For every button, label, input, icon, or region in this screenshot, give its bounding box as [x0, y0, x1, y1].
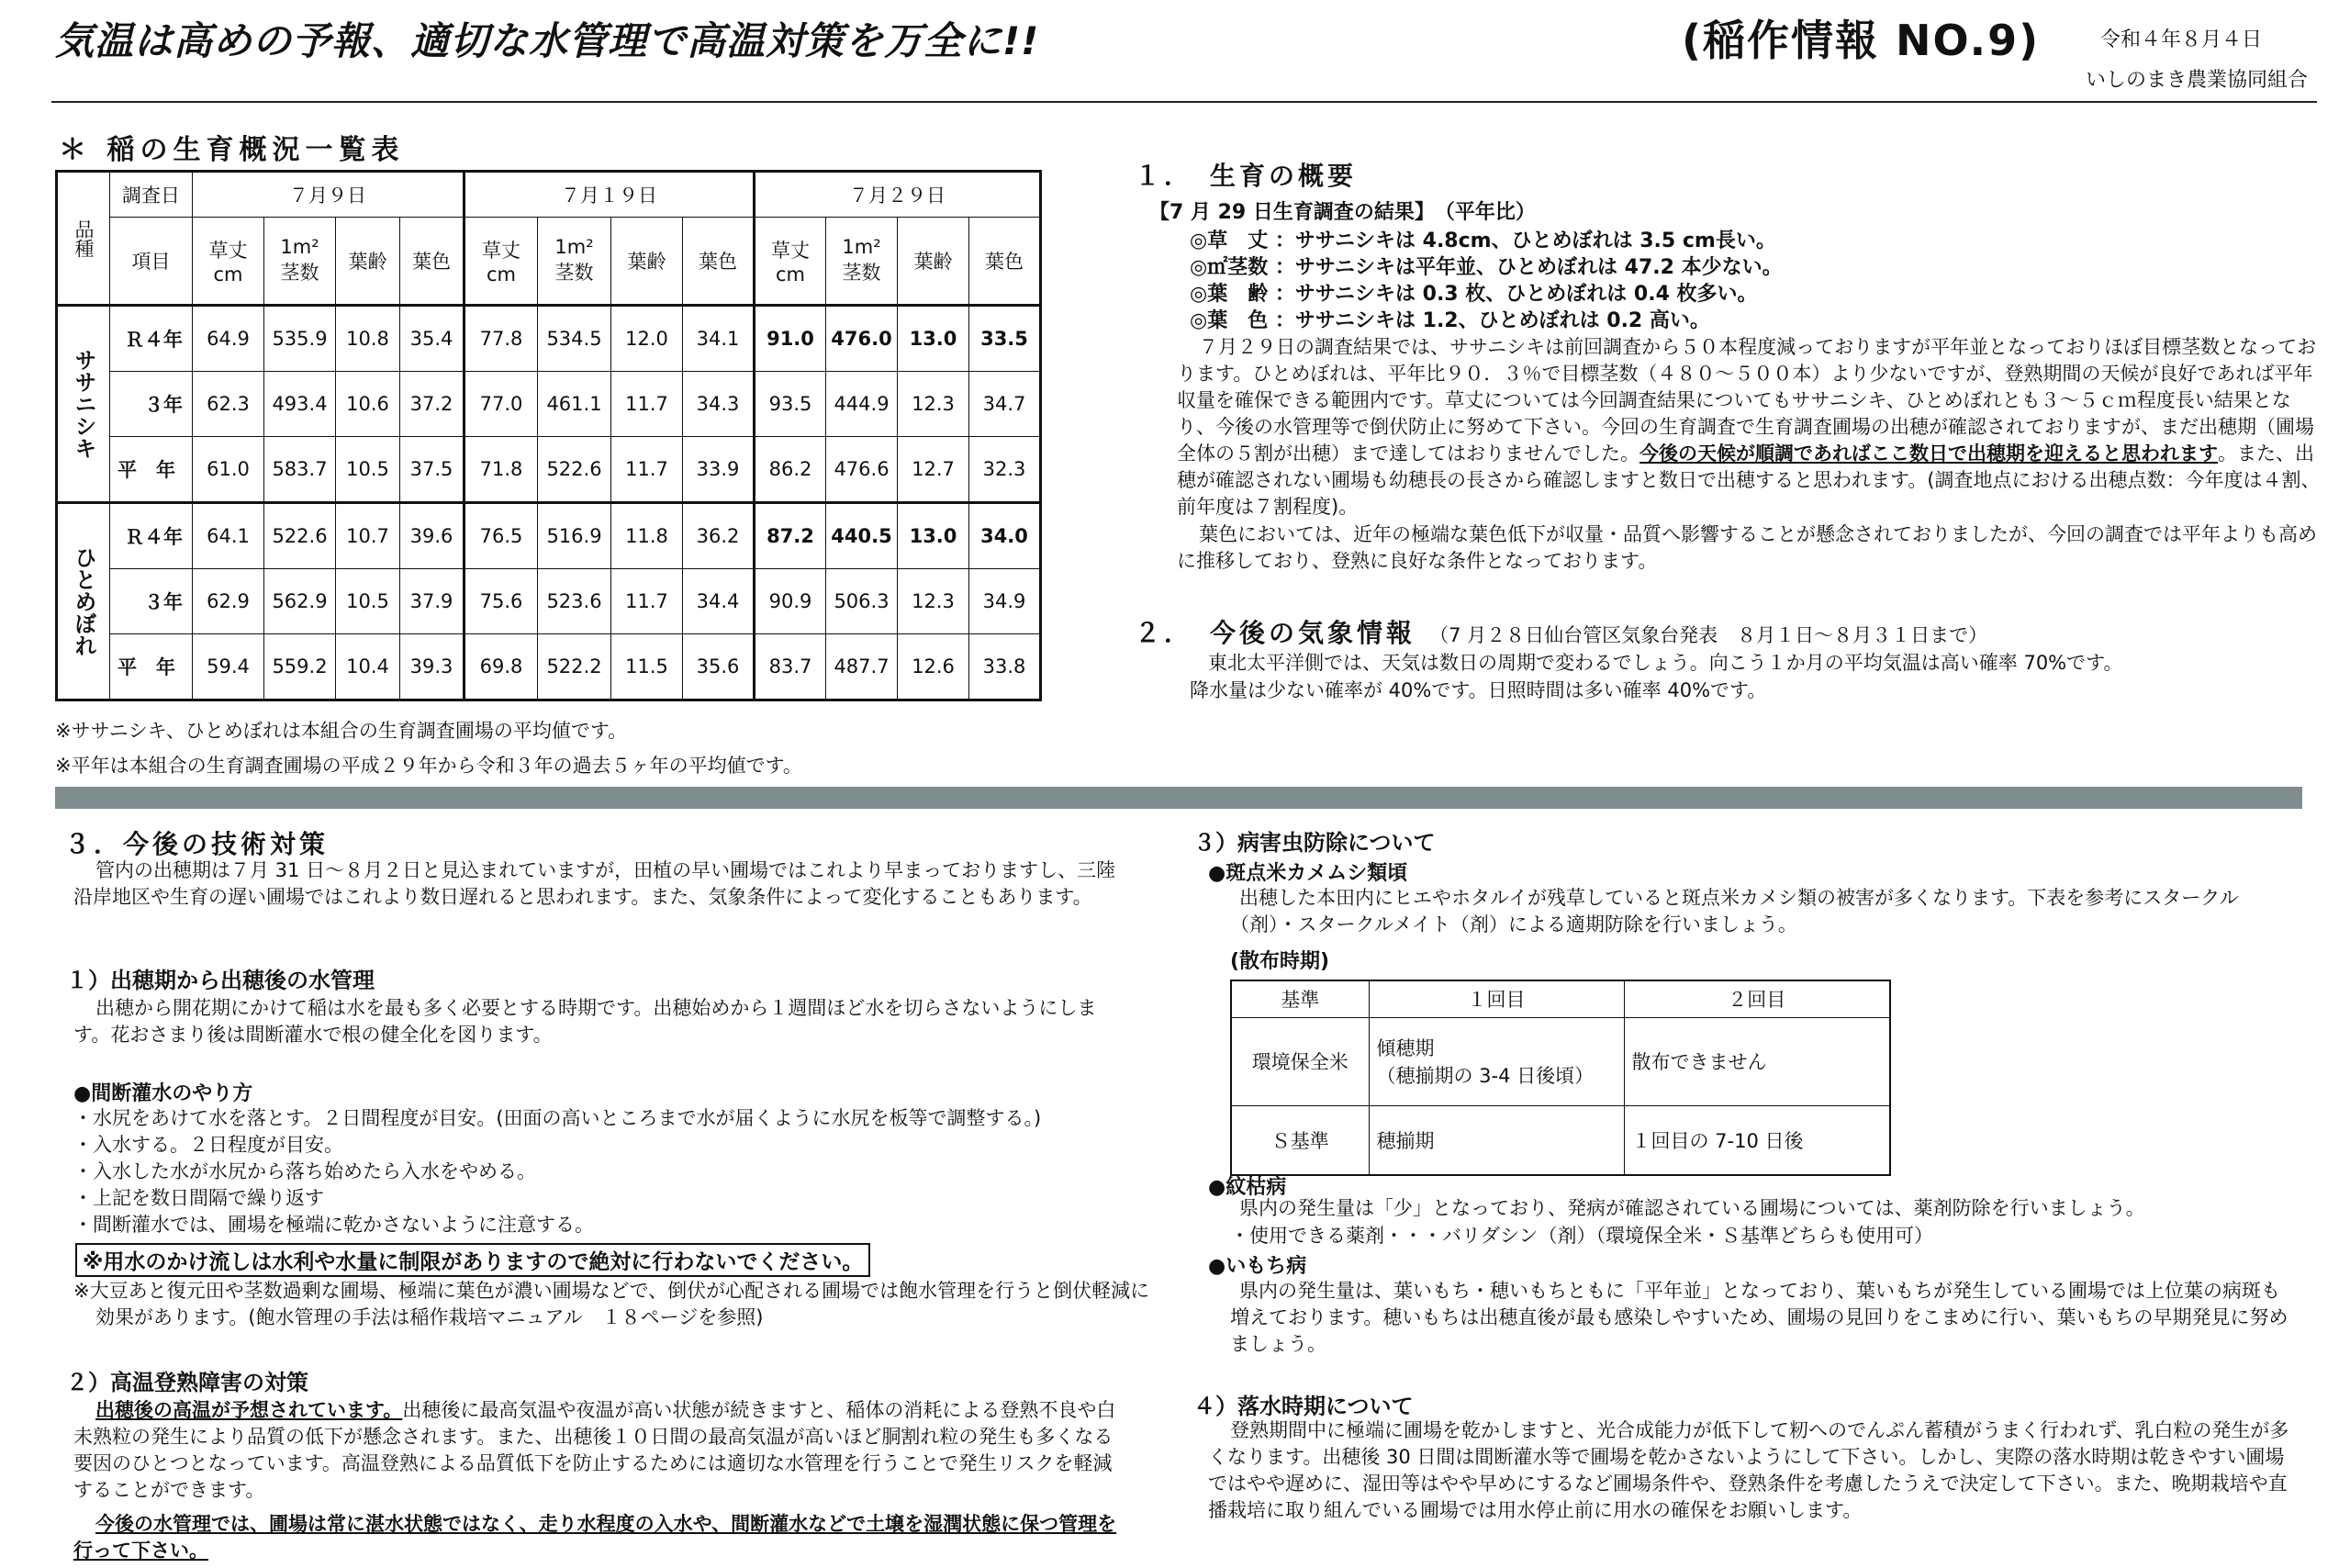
- table-cell: 34.1: [683, 306, 755, 372]
- table-cell: 35.4: [400, 306, 464, 372]
- irrigation-step: ・上記を数日間隔で繰り返す: [73, 1187, 324, 1209]
- result-item: ◎草 丈 ：ササニシキは 4.8cm、ひとめぼれは 3.5 cm長い。: [1190, 230, 1776, 252]
- table-cell: 522.6: [264, 503, 336, 569]
- table-cell: 440.5: [826, 503, 898, 569]
- table-cell: 12.6: [898, 634, 969, 700]
- leafage-col-1: 葉齢: [336, 218, 400, 306]
- table-cell: 583.7: [264, 437, 336, 503]
- table-row: [57, 569, 1041, 634]
- header-divider: [51, 101, 2317, 103]
- survey-date-header: 調査日: [110, 172, 193, 218]
- table-cell: 61.0: [193, 437, 264, 503]
- sheath-blight-paragraph: 県内の発生量は「少」となっており、発病が確認されている圃場については、薬剤防除を行いましょう。: [1239, 1197, 2145, 1219]
- irrigation-step: ・入水する。２日程度が目安。: [73, 1134, 343, 1156]
- table-cell: 34.0: [969, 503, 1041, 569]
- table-cell: 12.7: [898, 437, 969, 503]
- table-cell: 34.9: [969, 569, 1041, 634]
- sheath-blight-drug: ・使用できる薬剤・・・バリダシン（剤）（環境保全米・Ｓ基準どちらも使用可）: [1230, 1225, 1933, 1247]
- document-title: (稲作情報 NO.9): [1682, 16, 2041, 65]
- height-unit: cm: [486, 263, 516, 286]
- basis-s-standard: Ｓ基準: [1231, 1105, 1369, 1175]
- issue-date: 令和４年８月４日: [2100, 28, 2263, 51]
- table-cell: 71.8: [464, 437, 538, 503]
- section-1-heading: １． 生育の概要: [1135, 161, 1358, 191]
- table-cell: 83.7: [755, 634, 826, 700]
- table-cell: 461.1: [538, 372, 611, 437]
- high-temp-text: 出穂後に最高気温や夜温が高い状態が続きますと、稲体の消耗による登熟不良や白未熟粒の発生により品質の低下が懸念されます。また、出穂後１０日間の最高気温が高いほど胴割れ粒の発生も多くなる要因のひとつとなっています。高温登熟による品質低下を防止するためには適切な水管理を行うことで発生リスクを軽減することができます。: [73, 1399, 1116, 1501]
- table-cell: 35.6: [683, 634, 755, 700]
- table-cell: 90.9: [755, 569, 826, 634]
- stems-col-1: [264, 218, 336, 306]
- result-item: ◎葉 色 ：ササニシキは 1.2、ひとめぼれは 0.2 高い。: [1190, 309, 1710, 332]
- section-1-text-a: ７月２９日の調査結果では、ササニシキは前回調査から５０本程度減っておりますが平年並となっておりほぼ目標茎数となっております。ひとめぼれは、平年比９０．３％で目標茎数（４８０～５００本）より少ないですが、登熟期間の天候が良好であれば平年収量を確保できる範囲内です。草丈については今回調査結果についてもササニシキ、ひとめぼれとも３～５ｃｍ程度長い結果となり、今後の水管理等で倒伏防止に努めて下さい。今回の生育調査で生育調査圃場の出穂が確認されておりますが、まだ出穂期（圃場全体の５割が出穂）まで達してはおりませんでした。: [1177, 336, 2317, 465]
- water-plan-paragraph: [73, 1511, 1129, 1564]
- leafcolor-col-1: 葉色: [400, 218, 464, 306]
- table-cell: 11.7: [611, 569, 683, 634]
- table-cell: 37.5: [400, 437, 464, 503]
- drainage-heading: ４）落水時期について: [1193, 1394, 1414, 1419]
- row-label: ３年: [110, 569, 193, 634]
- date-header-2: ７月１９日: [464, 172, 755, 218]
- row-label: Ｒ４年: [110, 503, 193, 569]
- table-cell: 32.3: [969, 437, 1041, 503]
- spray-timing-table: [1230, 980, 1891, 1176]
- growth-table: [55, 170, 1042, 701]
- table-cell: 34.4: [683, 569, 755, 634]
- variety-header-cell: [57, 172, 110, 306]
- first-spray-eco-b: （穂揃期の 3-4 日後頃）: [1376, 1065, 1595, 1087]
- table-row: [57, 306, 1041, 372]
- leafage-col-2: 葉齢: [611, 218, 683, 306]
- cultivar-cell: [57, 306, 110, 503]
- table-cell: 77.8: [464, 306, 538, 372]
- table-cell: 87.2: [755, 503, 826, 569]
- stink-bug-paragraph: 出穂した本田内にヒエやホタルイが残草していると斑点米カメシ類の被害が多くなります。下表を参考にスタークル（剤）・スタークルメイト（剤）による適期防除を行いましょう。: [1230, 887, 2239, 935]
- cultivar-name: ササニシキ: [71, 349, 96, 459]
- table-cell: 75.6: [464, 569, 538, 634]
- table-cell: 522.6: [538, 437, 611, 503]
- headline: 気温は高めの予報、適切な水管理で高温対策を万全に!!: [55, 18, 1040, 63]
- height-col-3: [755, 218, 826, 306]
- table-cell: 522.2: [538, 634, 611, 700]
- water-plan-underlined: 今後の水管理では、圃場は常に湛水状態ではなく、走り水程度の入水や、間断灌水などで土壌を湿潤状態に保つ管理を行って下さい。: [73, 1513, 1117, 1562]
- table-row: [57, 437, 1041, 503]
- cultivar-cell: [57, 503, 110, 700]
- section-3-intro: 管内の出穂期は７月 31 日～８月２日と見込まれていますが，田植の早い圃場ではこれより早まっておりますし、三陸沿岸地区や生育の遅い圃場ではこれより数日遅れると思われます。また、気象条件によって変化することもあります。: [73, 859, 1116, 908]
- item-header: 項目: [110, 218, 193, 306]
- result-item: ◎㎡茎数 ：ササニシキは平年並、ひとめぼれは 47.2 本少ない。: [1190, 256, 1783, 279]
- result-item: ◎葉 齢 ：ササニシキは 0.3 枚、ひとめぼれは 0.4 枚多い。: [1190, 283, 1758, 306]
- table-cell: 33.9: [683, 437, 755, 503]
- table-cell: 13.0: [898, 503, 969, 569]
- table-cell: 11.7: [611, 372, 683, 437]
- section-divider-band: [55, 787, 2302, 809]
- second-spray-eco: 散布できません: [1624, 1017, 1890, 1105]
- table-cell: 476.6: [826, 437, 898, 503]
- water-management-paragraph: 出穂から開花期にかけて稲は水を最も多く必要とする時期です。出穂始めから１週間ほど水を切らさないようにします。花おさまり後は間断灌水で根の健全化を図ります。: [73, 997, 1097, 1046]
- table-cell: 34.7: [969, 372, 1041, 437]
- water-warning-box: ※用水のかけ流しは水利や水量に制限がありますので絶対に行わないでください。: [75, 1243, 870, 1277]
- basis-eco-rice: 環境保全米: [1231, 1017, 1369, 1105]
- table-cell: 33.8: [969, 634, 1041, 700]
- table-note-1: ※ササニシキ、ひとめぼれは本組合の生育調査圃場の平均値です。: [55, 720, 628, 742]
- section-3-heading: ３．今後の技術対策: [64, 829, 330, 859]
- table-cell: 516.9: [538, 503, 611, 569]
- table-cell: 10.6: [336, 372, 400, 437]
- table-cell: 12.3: [898, 569, 969, 634]
- height-label: 草丈: [208, 240, 248, 262]
- stems-unit: 茎数: [280, 262, 319, 284]
- spray-timing-label: (散布時期): [1230, 950, 1330, 973]
- table-cell: 13.0: [898, 306, 969, 372]
- date-header-3: ７月２９日: [755, 172, 1041, 218]
- basis-header: 基準: [1231, 980, 1369, 1017]
- high-temp-paragraph: [73, 1397, 1129, 1504]
- drainage-paragraph: 登熟期間中に極端に圃場を乾かしますと、光合成能力が低下して籾へのでんぷん蓄積がうまく行われず、乳白粒の発生が多くなります。出穂後 30 日間は間断灌水等で圃場を乾かさないようにして下さい。しかし、実際の落水時期は乾きやすい圃場ではやや遅めに、湿田等はやや早めにするなど圃場条件や、登熟条件を考慮したうえで決定して下さい。また、晩期栽培や直播栽培に取り組んでいる圃場では用水停止前に用水の確保をお願いします。: [1208, 1419, 2289, 1521]
- weather-source: （7 月２８日仙台管区気象台発表 ８月１日～８月３１日まで）: [1429, 624, 1988, 646]
- section-1-text-b: 。また、出穂が確認されない圃場も幼穂長の長さから確認しますと数日で出穂すると思われます。(調査地点における出穂点数：今年度は４割、前年度は７割程度)。: [1177, 442, 2321, 518]
- table-cell: 12.0: [611, 306, 683, 372]
- pest-control-heading: ３）病害虫防除について: [1193, 830, 1436, 856]
- table-cell: 77.0: [464, 372, 538, 437]
- table-cell: 523.6: [538, 569, 611, 634]
- table-cell: 11.5: [611, 634, 683, 700]
- table-cell: 37.9: [400, 569, 464, 634]
- table-cell: 10.4: [336, 634, 400, 700]
- survey-result-title: 【7 月 29 日生育調査の結果】 （平年比）: [1149, 201, 1536, 224]
- table-cell: 93.5: [755, 372, 826, 437]
- high-temp-heading: ２）高温登熟障害の対策: [66, 1370, 308, 1395]
- table-cell: 64.1: [193, 503, 264, 569]
- height-col-1: [193, 218, 264, 306]
- table-cell: 10.7: [336, 503, 400, 569]
- table-note-2: ※平年は本組合の生育調査圃場の平成２９年から令和３年の過去５ヶ年の平均値です。: [55, 755, 802, 777]
- row-label: Ｒ４年: [110, 306, 193, 372]
- table-cell: 59.4: [193, 634, 264, 700]
- section-1-paragraph-2: 葉色においては、近年の極端な葉色低下が収量・品質へ影響することが懸念されておりましたが、今回の調査では平年よりも高めに推移しており、登熟に良好な条件となっております。: [1177, 523, 2317, 572]
- table-cell: 86.2: [755, 437, 826, 503]
- table-cell: 10.5: [336, 569, 400, 634]
- stems-unit: 茎数: [842, 262, 881, 284]
- section-1-underlined: 今後の天候が順調であればここ数日で出穂期を迎えると思われます: [1639, 442, 2218, 465]
- irrigation-step: ・水尻をあけて水を落とす。２日間程度が目安。(田面の高いところまで水が届くように水尻を板等で調整する。): [73, 1107, 1042, 1129]
- stink-bug-heading: ●斑点米カメムシ類頃: [1208, 862, 1408, 885]
- row-label: 平 年: [110, 634, 193, 700]
- table-cell: 535.9: [264, 306, 336, 372]
- table-row: [57, 372, 1041, 437]
- table-cell: 76.5: [464, 503, 538, 569]
- growth-table-title: ＊ 稲の生育概況一覧表: [59, 134, 405, 166]
- sheath-blight-heading: ●紋枯病: [1208, 1176, 1287, 1199]
- high-temp-underlined: 出穂後の高温が予想されています。: [95, 1399, 403, 1421]
- table-cell: 11.7: [611, 437, 683, 503]
- table-cell: 62.9: [193, 569, 264, 634]
- leafage-col-3: 葉齢: [898, 218, 969, 306]
- irrigation-step: ・間断灌水では、圃場を極端に乾かさないように注意する。: [73, 1214, 594, 1236]
- section-2-heading: ２． 今後の気象情報: [1135, 618, 1416, 648]
- section-1-paragraph-1: [1177, 334, 2321, 521]
- table-cell: 476.0: [826, 306, 898, 372]
- variety-header: 品種: [73, 218, 95, 258]
- intermittent-irrigation-heading: ●間断灌水のやり方: [73, 1082, 253, 1105]
- height-col-2: [464, 218, 538, 306]
- first-spray-eco-a: 傾穂期: [1376, 1037, 1435, 1059]
- stems-label: 1m²: [554, 236, 594, 258]
- table-cell: 34.3: [683, 372, 755, 437]
- rice-blast-paragraph: 県内の発生量は、葉いもち・穂いもちともに「平年並」となっており、葉いもちが発生している圃場では上位葉の病斑も増えております。穂いもちは出穂直後が最も感染しやすいため、圃場の見回りをこまめに行い、葉いもちの早期発見に努めましょう。: [1230, 1280, 2288, 1355]
- stems-unit: 茎数: [554, 262, 594, 284]
- water-management-heading: １）出穂期から出穂後の水管理: [66, 968, 375, 993]
- second-spray-s: １回目の 7-10 日後: [1624, 1105, 1890, 1175]
- date-header-1: ７月９日: [193, 172, 464, 218]
- table-cell: 39.6: [400, 503, 464, 569]
- irrigation-step: ・入水した水が水尻から落ち始めたら入水をやめる。: [73, 1160, 536, 1182]
- weather-paragraph-1: 東北太平洋側では、天気は数日の周期で変わるでしょう。向こう１か月の平均気温は高い確率 70%です。: [1208, 652, 2123, 674]
- table-cell: 493.4: [264, 372, 336, 437]
- growth-table-body: [57, 306, 1041, 700]
- organization-name: いしのまき農業協同組合: [2086, 69, 2309, 92]
- table-cell: 64.9: [193, 306, 264, 372]
- stems-label: 1m²: [280, 236, 319, 258]
- table-cell: 39.3: [400, 634, 464, 700]
- table-cell: 12.3: [898, 372, 969, 437]
- second-spray-header: ２回目: [1624, 980, 1890, 1017]
- row-label: 平 年: [110, 437, 193, 503]
- table-cell: 506.3: [826, 569, 898, 634]
- table-cell: 91.0: [755, 306, 826, 372]
- table-cell: 444.9: [826, 372, 898, 437]
- table-cell: 559.2: [264, 634, 336, 700]
- table-cell: 62.3: [193, 372, 264, 437]
- table-cell: 37.2: [400, 372, 464, 437]
- first-spray-header: １回目: [1369, 980, 1624, 1017]
- table-cell: 33.5: [969, 306, 1041, 372]
- table-cell: 534.5: [538, 306, 611, 372]
- table-cell: 69.8: [464, 634, 538, 700]
- saturated-water-note: ※大豆あと復元田や茎数過剰な圃場、極端に葉色が濃い圃場などで、倒伏が心配される圃場では飽水管理を行うと倒伏軽減に効果があります。(飽水管理の手法は稲作栽培マニュアル １８ページを参照): [73, 1280, 1150, 1328]
- first-spray-eco: [1369, 1017, 1624, 1105]
- height-unit: cm: [775, 263, 805, 286]
- height-label: 草丈: [482, 240, 520, 262]
- rice-blast-heading: ●いもち病: [1208, 1255, 1307, 1278]
- first-spray-s: 穂揃期: [1369, 1105, 1624, 1175]
- height-unit: cm: [213, 263, 243, 286]
- cultivar-name: ひとめぼれ: [71, 546, 96, 656]
- row-label: ３年: [110, 372, 193, 437]
- table-cell: 36.2: [683, 503, 755, 569]
- table-cell: 10.5: [336, 437, 400, 503]
- section-2-header: [1135, 613, 1987, 650]
- irrigation-steps: [73, 1105, 1138, 1238]
- stems-label: 1m²: [842, 236, 881, 258]
- leafcolor-col-3: 葉色: [969, 218, 1041, 306]
- leafcolor-col-2: 葉色: [683, 218, 755, 306]
- table-row: [57, 634, 1041, 700]
- stems-col-3: [826, 218, 898, 306]
- table-cell: 487.7: [826, 634, 898, 700]
- result-items: [1190, 228, 1783, 334]
- height-label: 草丈: [771, 240, 810, 262]
- table-row: [57, 503, 1041, 569]
- stems-col-2: [538, 218, 611, 306]
- table-cell: 562.9: [264, 569, 336, 634]
- table-cell: 10.8: [336, 306, 400, 372]
- weather-paragraph-2: 降水量は少ない確率が 40%です。日照時間は多い確率 40%です。: [1190, 679, 1767, 701]
- table-cell: 11.8: [611, 503, 683, 569]
